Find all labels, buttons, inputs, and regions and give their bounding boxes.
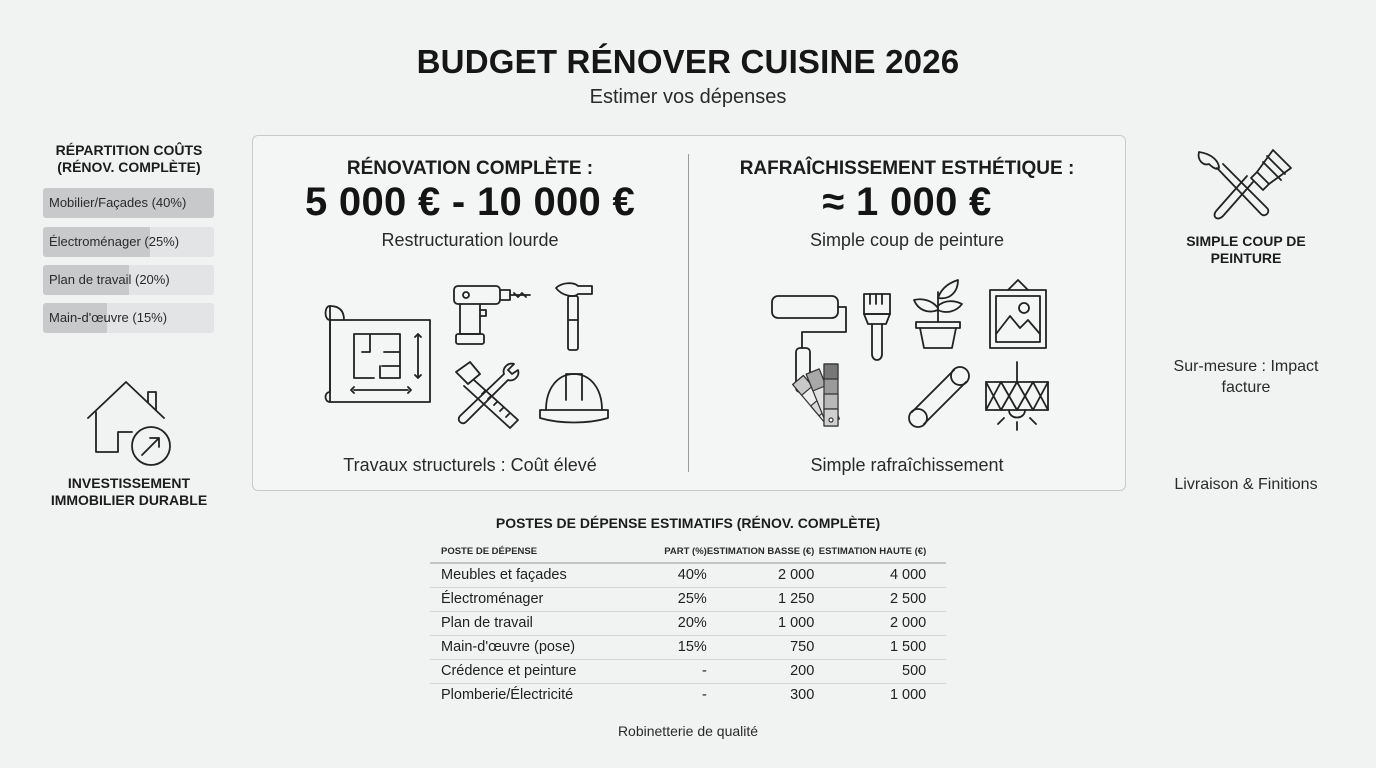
table-row — [430, 563, 946, 587]
cost-bar — [43, 188, 214, 218]
color-swatch-icon — [822, 362, 890, 428]
row-item: Plomberie/Électricité — [441, 687, 574, 704]
cost-bar-label: Plan de travail (20%) — [49, 272, 170, 287]
row-item: Meubles et façades — [430, 563, 629, 587]
cabinet-handle-icon — [906, 364, 972, 430]
row-low-estimate: 750 — [707, 635, 815, 659]
row-item: Électroménager — [430, 587, 629, 611]
cost-bar — [43, 227, 214, 257]
table-row — [430, 611, 946, 635]
row-low-estimate: 300 — [790, 687, 815, 704]
expense-table — [430, 540, 946, 707]
full-renovation-footer: Travaux structurels : Coût élevé — [343, 455, 597, 475]
full-renovation-description: Restructuration lourde — [381, 230, 559, 250]
row-share: 20% — [629, 611, 707, 635]
aesthetic-refresh-description: Simple coup de peinture — [809, 230, 1005, 250]
row-share: - — [701, 687, 707, 704]
row-share: 25% — [629, 587, 707, 611]
aesthetic-refresh-price: ≈ 1 000 € — [822, 180, 992, 224]
cost-bar-label: Main-d'œuvre (15%) — [49, 310, 168, 325]
table-row — [430, 683, 946, 707]
pendant-lamp-icon — [984, 360, 1050, 434]
expense-table-body — [430, 563, 946, 707]
blueprint-icon — [322, 306, 432, 404]
row-item: Main-d'œuvre (pose) — [430, 635, 629, 659]
hammer-icon — [552, 280, 596, 352]
column-header-low-estimate: ESTIMATION BASSE (€) — [707, 540, 815, 563]
page-subtitle: Estimer vos dépenses — [589, 86, 787, 108]
paint-coat-caption: SIMPLE COUP DE PEINTURE — [1186, 233, 1306, 266]
full-renovation-range: 5 000 € - 10 000 € — [304, 180, 636, 224]
aesthetic-refresh-footer: Simple rafraîchissement — [810, 455, 1004, 475]
house-growth-icon — [84, 380, 176, 468]
row-share: 15% — [629, 635, 707, 659]
cost-bar-label: Électroménager (25%) — [49, 234, 180, 249]
row-low-estimate: 1 000 — [707, 611, 815, 635]
paintbrush-icon — [860, 292, 894, 362]
row-high-estimate: 2 500 — [814, 587, 926, 611]
picture-frame-icon — [988, 278, 1048, 350]
row-share: 40% — [629, 563, 707, 587]
row-high-estimate: 500 — [814, 659, 926, 683]
aesthetic-refresh-heading: RAFRAÎCHISSEMENT ESTHÉTIQUE : — [739, 158, 1075, 179]
saw-wrench-icon — [452, 360, 522, 430]
row-low-estimate: 2 000 — [707, 563, 815, 587]
custom-impact-note: Sur-mesure : Impact facture — [1173, 358, 1319, 396]
page-title: BUDGET RÉNOVER CUISINE 2026 — [416, 43, 960, 80]
row-high-estimate: 1 000 — [889, 687, 927, 704]
row-item: Plan de travail — [430, 611, 629, 635]
full-renovation-heading: RÉNOVATION COMPLÈTE : — [346, 158, 594, 179]
cost-bar-label: Mobilier/Façades (40%) — [49, 195, 187, 210]
table-header-row — [430, 540, 946, 563]
drill-icon — [452, 284, 532, 346]
hard-hat-icon — [538, 370, 610, 426]
cost-bar — [43, 265, 214, 295]
row-low-estimate: 1 250 — [707, 587, 815, 611]
delivery-finishes-note: Livraison & Finitions — [1174, 476, 1318, 493]
table-row — [430, 587, 946, 611]
table-row — [430, 659, 946, 683]
row-share: - — [629, 659, 707, 683]
column-header-item: POSTE DE DÉPENSE — [430, 540, 629, 563]
card-divider — [688, 154, 689, 472]
cost-breakdown-heading: RÉPARTITION COÛTS (RÉNOV. COMPLÈTE) — [55, 142, 203, 175]
cost-bar — [43, 303, 214, 333]
faucet-quality-note: Robinetterie de qualité — [617, 723, 759, 739]
row-high-estimate: 2 000 — [814, 611, 926, 635]
row-low-estimate: 200 — [707, 659, 815, 683]
table-row — [430, 635, 946, 659]
row-high-estimate: 1 500 — [814, 635, 926, 659]
row-item: Crédence et peinture — [430, 659, 629, 683]
durable-investment-caption: INVESTISSEMENT IMMOBILIER DURABLE — [50, 475, 208, 508]
column-header-share: PART (%) — [629, 540, 707, 563]
column-header-high-estimate: ESTIMATION HAUTE (€) — [814, 540, 926, 563]
row-high-estimate: 4 000 — [814, 563, 926, 587]
plant-icon — [912, 278, 964, 350]
expense-table-title: POSTES DE DÉPENSE ESTIMATIFS (RÉNOV. COMPLÈTE) — [495, 515, 881, 531]
brush-tools-icon — [1195, 148, 1293, 224]
